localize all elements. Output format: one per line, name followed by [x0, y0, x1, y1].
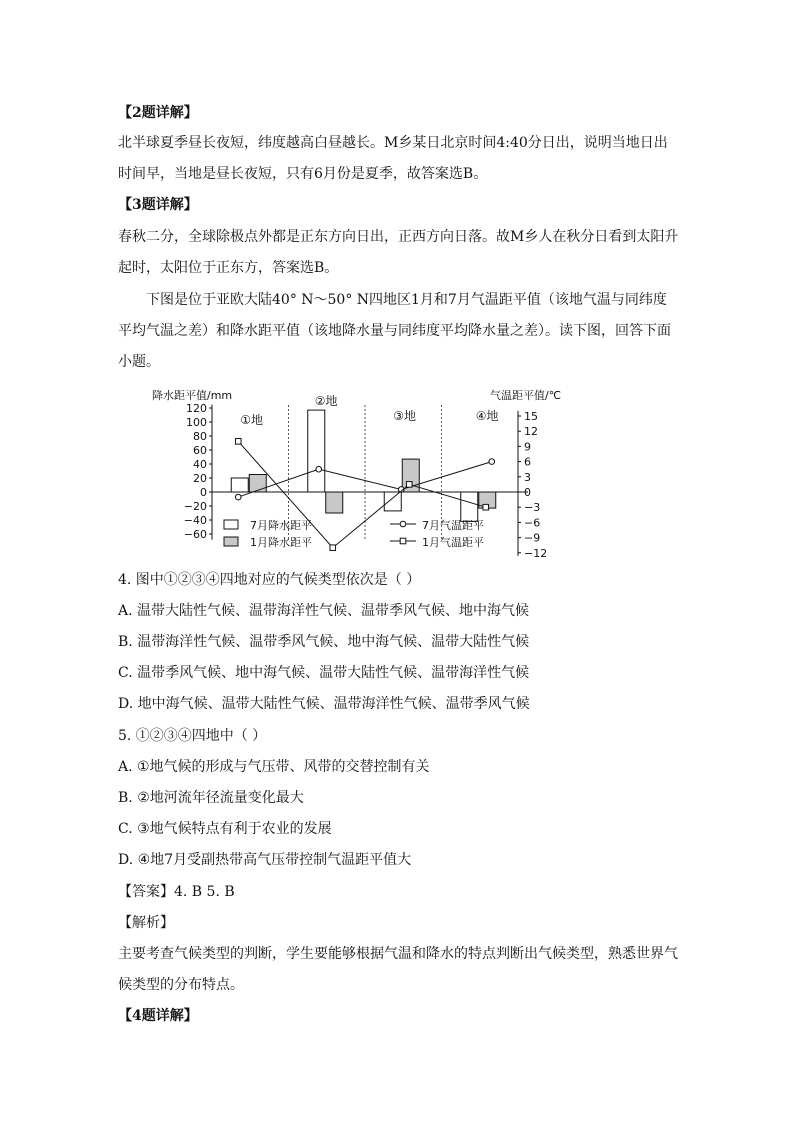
region-label: ①地: [240, 413, 264, 427]
left-axis-title: 降水距平值/mm: [152, 389, 233, 402]
question-5-option-c: C. ③地气候特点有利于农业的发展: [118, 821, 332, 837]
climate-anomaly-chart: [150, 385, 590, 563]
right-axis-tick-label: 6: [524, 455, 531, 469]
left-axis-tick-label: 100: [186, 416, 207, 429]
left-axis-tick-label: 120: [186, 402, 207, 415]
temp-point: [330, 545, 336, 551]
legend-marker: [400, 521, 406, 527]
precip-bar: [249, 475, 266, 493]
right-axis-tick-label: −12: [524, 546, 548, 560]
left-axis-tick-label: 60: [193, 444, 207, 457]
precip-bar: [461, 492, 478, 521]
precip-bar: [308, 410, 325, 492]
right-axis-tick-label: 9: [524, 440, 531, 454]
intro-line: 平均气温之差）和降水距平值（该地降水量与同纬度平均降水量之差）。读下图，回答下面: [118, 323, 671, 339]
temp-point: [235, 494, 241, 500]
question-4-option-c: C. 温带季风气候、地中海气候、温带大陆性气候、温带海洋性气候: [118, 665, 530, 681]
legend-swatch: [224, 520, 238, 529]
right-axis-tick-label: −6: [524, 516, 541, 530]
left-axis-tick-label: 40: [193, 458, 207, 471]
precip-bar: [384, 492, 401, 511]
question-4-option-b: B. 温带海洋性气候、温带季风气候、地中海气候、温带大陆性气候: [118, 634, 530, 650]
temp-point: [483, 504, 489, 510]
region-label: ③地: [393, 409, 417, 423]
section-heading-q4: 【4题详解】: [118, 1008, 198, 1024]
left-axis-tick-label: −40: [183, 514, 207, 527]
temp-point: [316, 466, 322, 472]
paragraph-line: 春秋二分，全球除极点外都是正东方向日出，正西方向日落。故M乡人在秋分日看到太阳升: [118, 229, 679, 245]
right-axis-tick-label: 0: [524, 486, 531, 499]
section-heading-q3: 【3题详解】: [118, 197, 198, 213]
right-axis-tick-label: 15: [524, 410, 538, 423]
analysis-line: 候类型的分布特点。: [118, 977, 244, 993]
section-heading-q2: 【2题详解】: [118, 105, 198, 121]
legend-swatch: [224, 537, 238, 546]
paragraph-line: 时间早，当地是昼长夜短，只有6月份是夏季，故答案选B。: [118, 166, 488, 182]
left-axis-tick-label: −60: [183, 528, 207, 541]
precip-bar: [326, 492, 343, 513]
right-axis-title: 气温距平值/℃: [490, 389, 562, 402]
legend-label: 1月气温距平: [422, 536, 484, 549]
precip-bar: [231, 478, 248, 492]
left-axis-tick-label: 0: [200, 486, 207, 499]
right-axis-tick-label: 3: [524, 470, 531, 484]
analysis-heading: 【解析】: [118, 915, 174, 931]
question-5-option-b: B. ②地河流年径流量变化最大: [118, 790, 304, 806]
answer-line: 【答案】4. B 5. B: [118, 884, 235, 900]
intro-line: 小题。: [118, 354, 160, 370]
analysis-line: 主要考查气候类型的判断，学生要能够根据气温和降水的特点判断出气候类型，熟悉世界气: [118, 946, 678, 962]
right-axis-tick-label: 12: [524, 425, 538, 439]
temp-point: [235, 439, 241, 445]
question-4-option-a: A. 温带大陆性气候、温带海洋性气候、温带季风气候、地中海气候: [118, 603, 530, 619]
left-axis-tick-label: 20: [193, 472, 207, 485]
legend-label: 7月气温距平: [422, 519, 484, 532]
question-4-stem: 4. 图中①②③④四地对应的气候类型依次是（ ）: [118, 572, 421, 588]
paragraph-line: 北半球夏季昼长夜短，纬度越高白昼越长。M乡某日北京时间4:40分日出，说明当地日出: [118, 135, 668, 151]
intro-line: 下图是位于亚欧大陆40° N～50° N四地区1月和7月气温距平值（该地气温与同纬度: [146, 292, 667, 308]
right-axis-tick-label: −3: [524, 501, 541, 515]
region-label: ④地: [475, 409, 499, 423]
question-5-stem: 5. ①②③④四地中（ ）: [118, 728, 267, 744]
paragraph-line: 起时，太阳位于正东方，答案选B。: [118, 260, 339, 276]
right-axis-tick-label: −9: [524, 531, 541, 545]
question-4-option-d: D. 地中海气候、温带大陆性气候、温带海洋性气候、温带季风气候: [118, 696, 530, 712]
temp-point: [489, 459, 495, 465]
legend-label: 1月降水距平: [250, 536, 312, 549]
question-5-option-d: D. ④地7月受副热带高气压带控制气温距平值大: [118, 852, 412, 868]
legend-marker: [400, 538, 406, 544]
temp-point: [406, 482, 412, 488]
region-label: ②地: [314, 394, 338, 408]
question-5-option-a: A. ①地气候的形成与气压带、风带的交替控制有关: [118, 759, 430, 775]
left-axis-tick-label: 80: [193, 430, 207, 443]
left-axis-tick-label: −20: [183, 500, 207, 513]
legend-label: 7月降水距平: [250, 519, 312, 532]
